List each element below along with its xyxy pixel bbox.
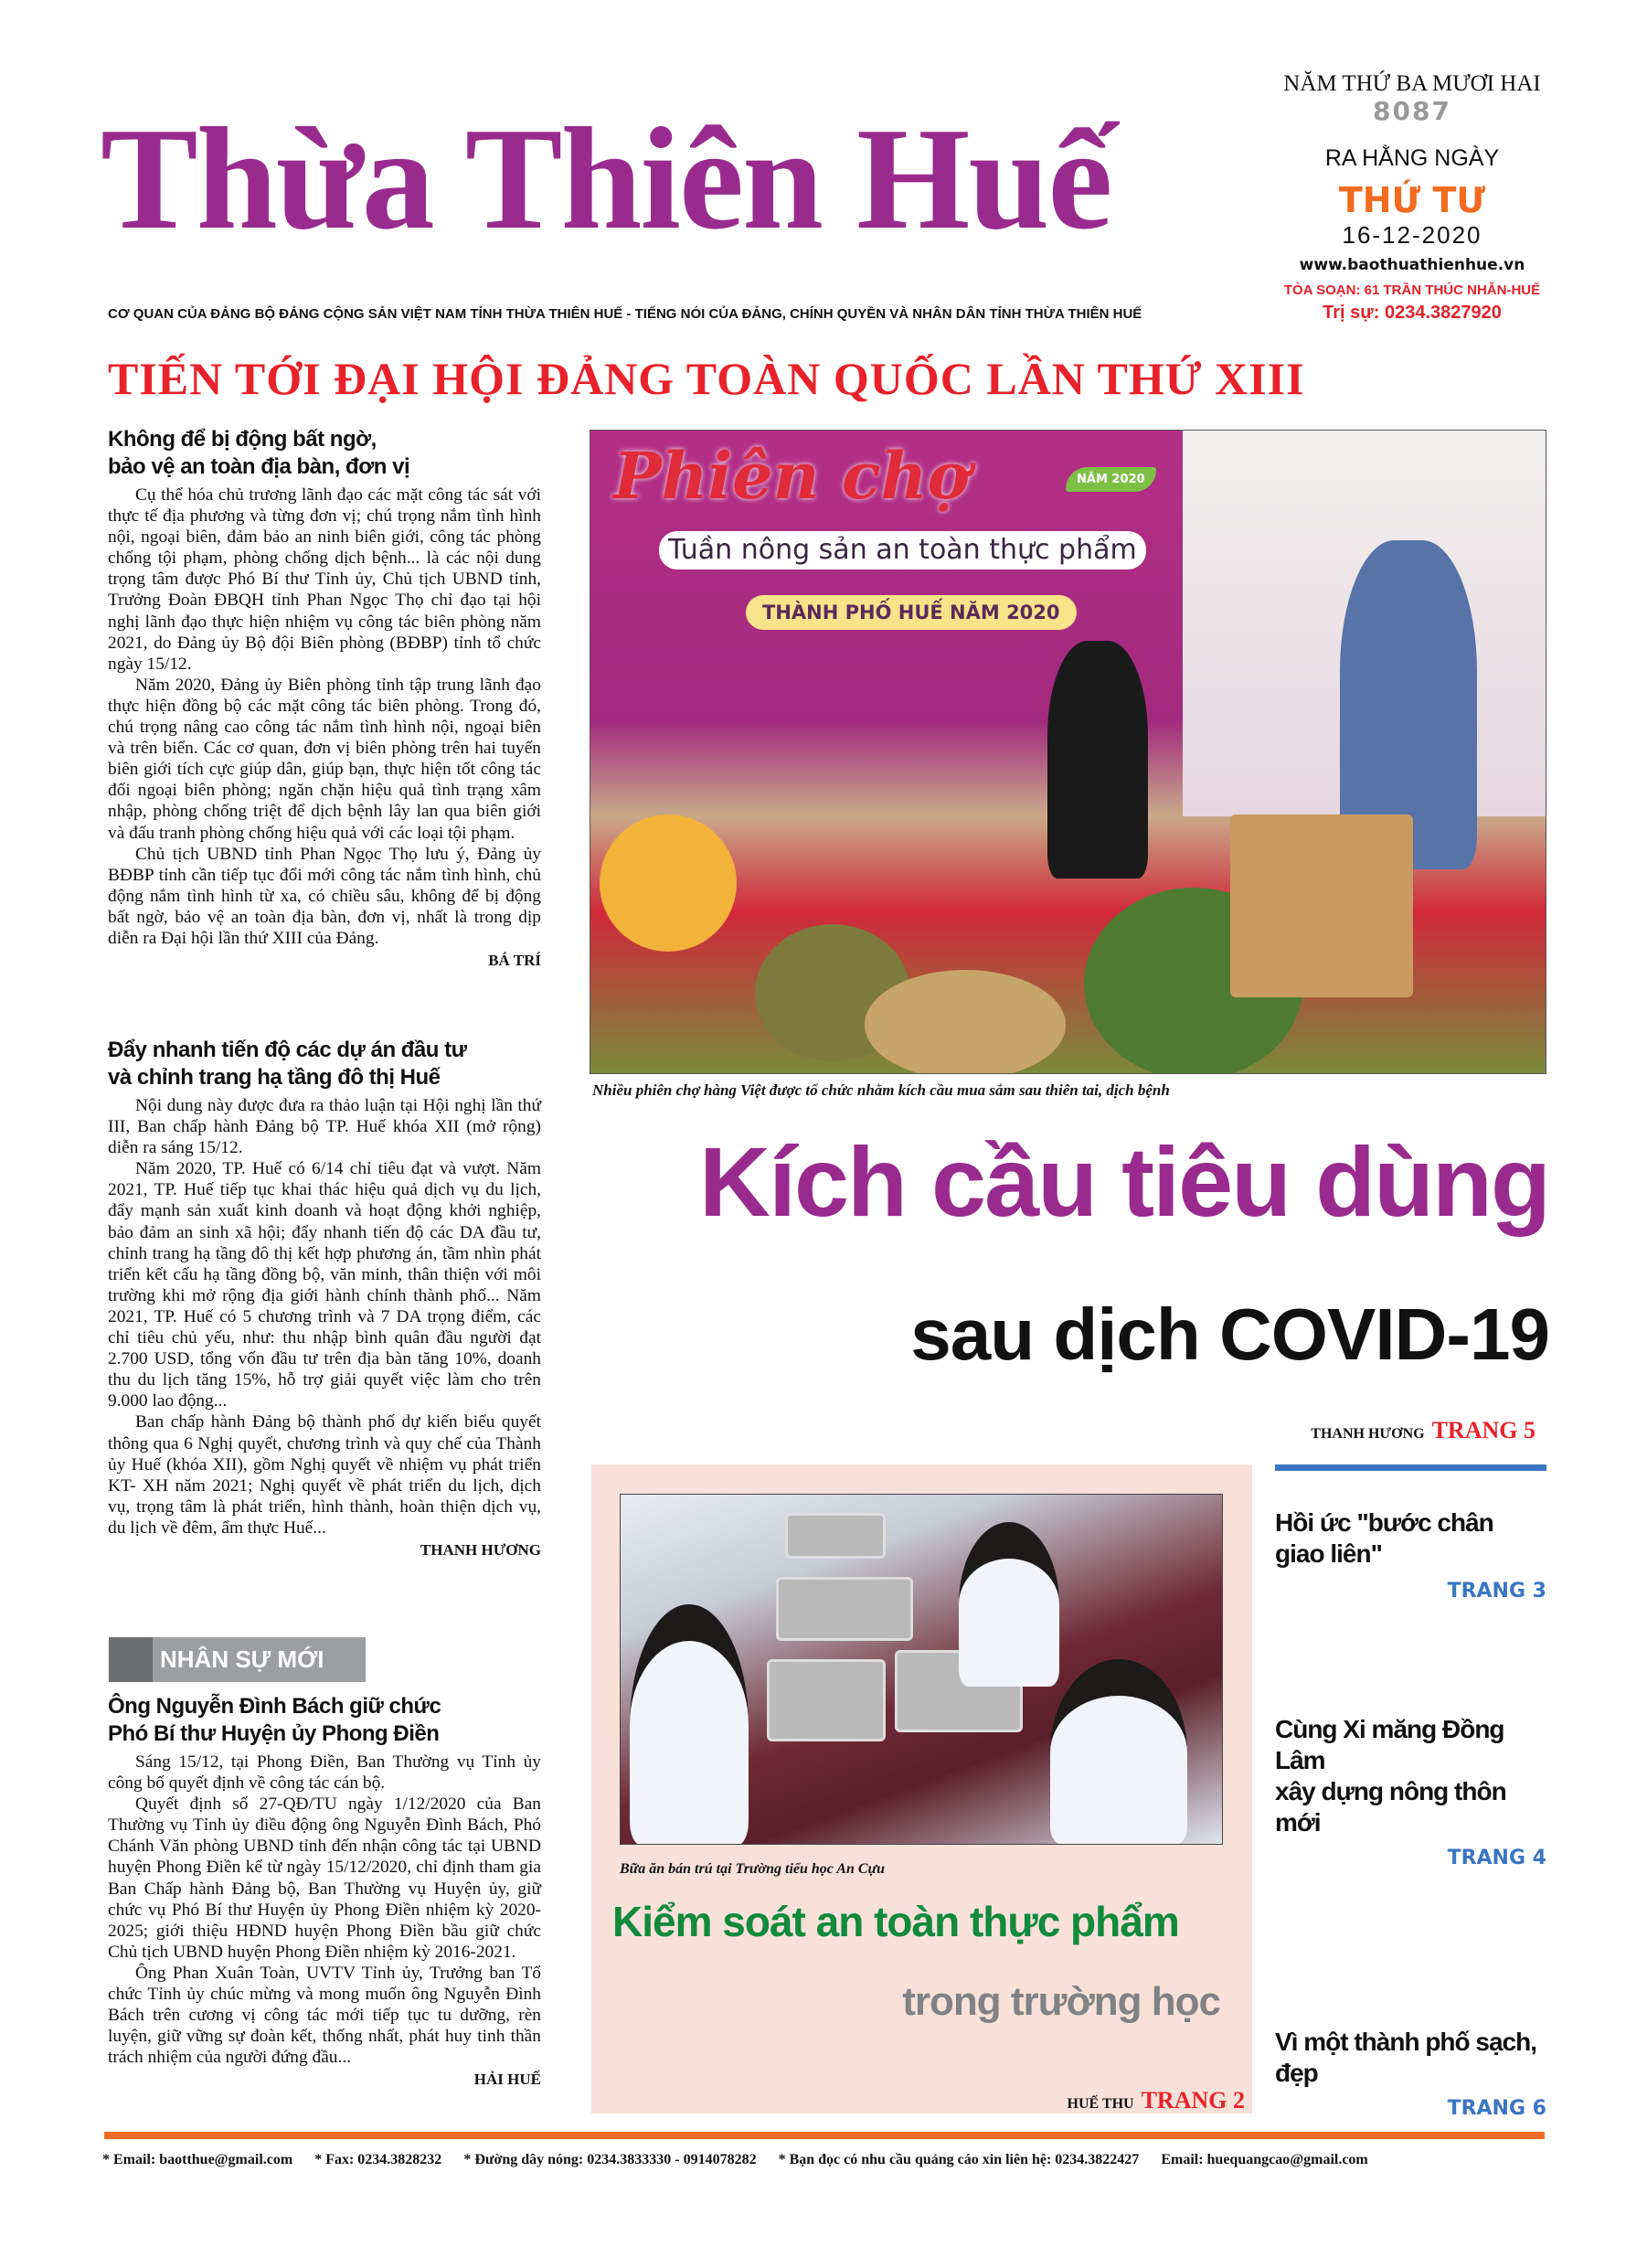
teaser-page-ref[interactable]: TRANG 4 bbox=[1447, 1847, 1546, 1869]
child-shape bbox=[630, 1604, 749, 1845]
paragraph: Chủ tịch UBND tỉnh Phan Ngọc Thọ lưu ý, Đảng ủy BĐBP tỉnh cần tiếp tục đổi mới công tác nắm tình hình, chủ động nắm tình hình từ xa, có chiều sâu, không để bị động bất ngờ, bảo vệ an toàn địa bàn, đơn vị, nhất là trong dịp diễn ra Đại hội lần thứ XIII của Đảng. bbox=[108, 844, 541, 948]
feature-headline[interactable] bbox=[612, 1894, 1234, 1949]
website-link[interactable]: www.baothuathienhue.vn bbox=[1299, 256, 1525, 274]
footer-contacts bbox=[102, 2150, 1546, 2170]
person-shape bbox=[1047, 641, 1148, 878]
food-tray bbox=[767, 1659, 886, 1741]
tagline-text: CƠ QUAN CỦA ĐẢNG BỘ ĐẢNG CỘNG SẢN VIỆT NAM TỈNH THỪA THIÊN HUẾ - TIẾNG NÓI CỦA ĐẢNG, CHÍNH QUYỀN VÀ NHÂN DÂN TỈNH THỪA THIÊN HUẾ bbox=[108, 306, 1142, 322]
child-shape bbox=[1050, 1659, 1187, 1845]
paragraph: Cụ thể hóa chủ trương lãnh đạo các mặt công tác sát với thực tế địa phương và từng đơn vị; chú trọng nắm tình hình nội, ngoại biên, đảm bảo an ninh biên giới, công tác phòng chống tội phạm, phòng chống dịch bệnh... là các nội dung trọng tâm được Phó Bí thư Tỉnh ủy, Chủ tịch UBND tỉnh, Trưởng Đoàn ĐBQH tỉnh Phan Ngọc Thọ chỉ đạo tại hội nghị lãnh đạo thực hiện nhiệm vụ công tác biên phòng năm 2021, do Đảng ủy Bộ đội Biên phòng (BĐBP) tỉnh tổ chức ngày 15/12. bbox=[108, 485, 541, 674]
banner-text: TIẾN TỚI ĐẠI HỘI ĐẢNG TOÀN QUỐC LẦN THỨ XIII bbox=[108, 353, 1305, 404]
paragraph: Ban chấp hành Đảng bộ thành phố dự kiến biểu quyết thông qua 6 Nghị quyết, chương trình và quy chế của Thành ủy Huế (khóa XII), gồm Nghị quyết về nhiệm vụ phát triển KT- XH năm 2021; Nghị quyết về phát triển du lịch, dịch vụ, trọng tâm là phát triển, hình thành, hoàn thiện dịch vụ, du lịch về đêm, ẩm thực Huế... bbox=[108, 1412, 541, 1538]
frequency: RA HẰNG NGÀY bbox=[1324, 145, 1500, 171]
article-title: Ông Nguyễn Đình Bách giữ chức bbox=[108, 1694, 441, 1719]
food-tray bbox=[785, 1513, 886, 1559]
footer-hotline: * Đường dây nóng: 0234.3833330 - 0914078282 bbox=[463, 2152, 757, 2167]
article-hue-investment bbox=[108, 1037, 541, 1560]
child-shape bbox=[959, 1522, 1059, 1687]
tagline bbox=[108, 306, 1269, 323]
year-label: NĂM THỨ BA MƯƠI HAI bbox=[1283, 71, 1541, 96]
paragraph: Sáng 15/12, tại Phong Điền, Ban Thường vụ Tỉnh ủy công bố quyết định về công tác cán bộ. bbox=[108, 1752, 541, 1794]
newspaper-masthead bbox=[101, 87, 1261, 270]
product-bags bbox=[1230, 815, 1413, 997]
divider bbox=[1275, 1464, 1546, 1471]
issue-number: 8087 bbox=[1373, 96, 1451, 126]
teaser-item[interactable] bbox=[1275, 1714, 1546, 1871]
footer-divider bbox=[104, 2132, 1545, 2139]
photo-caption: Nhiều phiên chợ hàng Việt được tổ chức nhằm kích cầu mua sắm sau thiên tai, dịch bệnh bbox=[592, 1081, 1170, 1099]
teaser-title[interactable]: Hồi ức "bước chân giao liên" bbox=[1275, 1508, 1493, 1568]
footer-line bbox=[102, 2150, 1546, 2170]
article-border-security bbox=[108, 426, 541, 971]
author: HUẾ THU bbox=[1067, 2096, 1134, 2112]
feature-headline-text[interactable]: Kiểm soát an toàn thực phẩm bbox=[612, 1898, 1179, 1945]
weekday: THỨ TƯ bbox=[1338, 180, 1486, 220]
page-ref-link[interactable]: TRANG 2 bbox=[1141, 2087, 1245, 2114]
paragraph: Quyết định số 27-QĐ/TU ngày 1/12/2020 của Ban Thường vụ Tỉnh ủy điều động ông Nguyễn Đình Bách, Phó Chánh Văn phòng UBND tỉnh đến nhận công tác tại UBND huyện Phong Điền kể từ ngày 15/12/2020, chỉ định tham gia Ban Chấp hành Đảng bộ, Ban Thường vụ Huyện ủy, giữ chức vụ Phó Bí thư Huyện ủy Phong Điền nhiệm kỳ 2020-2025; giới thiệu HĐND huyện Phong Điền bầu giữ chức Chủ tịch UBND huyện Phong Điền nhiệm kỳ 2016-2021. bbox=[108, 1794, 541, 1962]
author: THANH HƯƠNG bbox=[1311, 1426, 1425, 1442]
feature-subheadline bbox=[640, 1975, 1220, 2029]
section-tag bbox=[109, 1637, 366, 1682]
food-tray bbox=[776, 1577, 913, 1641]
byline: HẢI HUẾ bbox=[473, 2071, 541, 2089]
photo-sign-subtitle: Tuần nông sản an toàn thực phẩm bbox=[659, 531, 1146, 570]
footer-email[interactable]: * Email: baotthue@gmail.com bbox=[102, 2152, 293, 2167]
byline: BÁ TRÍ bbox=[488, 952, 541, 970]
feature-subheadline-text: trong trường học bbox=[902, 1979, 1220, 2024]
lead-credit bbox=[1097, 1417, 1535, 1444]
article-title: Phó Bí thư Huyện ủy Phong Điền bbox=[108, 1721, 440, 1746]
fruit-shape bbox=[600, 815, 737, 952]
page-ref-link[interactable]: TRANG 5 bbox=[1431, 1417, 1535, 1443]
feature-credit bbox=[914, 2087, 1245, 2114]
section-tag-label: NHÂN SỰ MỚI bbox=[160, 1645, 324, 1673]
teaser-title[interactable]: Cùng Xi măng Đồng Lâm bbox=[1275, 1715, 1504, 1774]
issue-date: 16-12-2020 bbox=[1342, 221, 1482, 249]
teaser-page-ref[interactable]: TRANG 3 bbox=[1447, 1580, 1546, 1603]
paragraph: Năm 2020, Đảng ủy Biên phòng tỉnh tập trung lãnh đạo thực hiện đồng bộ các mặt công tác biên phòng. Trong đó, chú trọng nâng cao công tác nắm tình hình nội, ngoại biên và trên biển. Các cơ quan, đơn vị biên phòng trên hai tuyến biên giới tích cực giúp dân, giúp bạn, thực hiện tốt công tác đối ngoại biên phòng; ngăn chặn hiệu quả tình trạng xâm nhập, phòng chống triệt để dịch bệnh lây lan qua biên giới và đấu tranh phòng chống hiệu quả với các loại tội phạm. bbox=[108, 675, 541, 843]
teaser-title[interactable]: Vì một thành phố sạch, đẹp bbox=[1275, 2028, 1537, 2087]
office-address: TÒA SOẠN: 61 TRẦN THÚC NHẪN-HUẾ bbox=[1283, 282, 1541, 298]
lead-subheadline bbox=[823, 1289, 1549, 1380]
photo-sign-badge: NĂM 2020 bbox=[1066, 467, 1156, 492]
issue-info bbox=[1275, 71, 1549, 324]
teaser-page-ref[interactable]: TRANG 6 bbox=[1447, 2097, 1546, 2120]
paragraph: Năm 2020, TP. Huế có 6/14 chỉ tiêu đạt và vượt. Năm 2021, TP. Huế tiếp tục khai thác hiệu quả dịch vụ du lịch, đẩy mạnh sản xuất kinh doanh và hoạt động khởi nghiệp, bảo đảm an sinh xã hội; đẩy nhanh tiến độ các DA đầu tư, chỉnh trang hạ tầng đô thị kết hợp phương án, tầm nhìn phát triển kết cấu hạ tầng đồng bộ, văn minh, thân thiện với môi trường khi mở rộng địa giới hành chính thành phố... Năm 2021, TP. Huế có 5 chương trình và 7 DA trọng điểm, các chỉ tiêu chủ yếu, như: thu nhập bình quân đầu người đạt 2.700 USD, tổng vốn đầu tư trên địa bàn tăng 10%, doanh thu du lịch tăng 15%, hỗ trợ giải quyết việc làm cho trên 9.000 lao động... bbox=[108, 1159, 541, 1411]
footer-ads-email[interactable]: Email: huequangcao@gmail.com bbox=[1161, 2152, 1368, 2167]
teaser-item[interactable] bbox=[1275, 1507, 1546, 1604]
market-photo bbox=[590, 430, 1546, 1074]
section-banner bbox=[108, 351, 1552, 406]
masthead-title: Thừa Thiên Huế bbox=[101, 97, 1111, 260]
lead-headline-text[interactable]: Kích cầu tiêu dùng bbox=[698, 1126, 1549, 1237]
photo-caption: Bữa ăn bán trú tại Trường tiểu học An Cựu bbox=[620, 1861, 886, 1877]
teaser-item[interactable] bbox=[1275, 2027, 1546, 2122]
sidebar-teasers bbox=[1275, 1464, 1546, 2122]
photo-sign-city: THÀNH PHỐ HUẾ NĂM 2020 bbox=[746, 595, 1077, 630]
byline: THANH HƯƠNG bbox=[420, 1540, 541, 1559]
article-title: và chỉnh trang hạ tầng đô thị Huế bbox=[108, 1065, 441, 1090]
photo-sign-title: Phiên chợ bbox=[613, 438, 971, 514]
article-title: bảo vệ an toàn địa bàn, đơn vị bbox=[108, 454, 410, 479]
article-personnel bbox=[108, 1693, 541, 2090]
teaser-title[interactable]: xây dựng nông thôn mới bbox=[1275, 1777, 1506, 1837]
lead-subheadline-text: sau dịch COVID-19 bbox=[910, 1294, 1549, 1375]
article-title: Đẩy nhanh tiến độ các dự án đầu tư bbox=[108, 1038, 467, 1062]
fruit-shape bbox=[865, 970, 1066, 1074]
school-lunch-photo bbox=[620, 1494, 1223, 1845]
lead-headline[interactable] bbox=[585, 1123, 1549, 1241]
paragraph: Nội dung này được đưa ra thảo luận tại Hội nghị lần thứ III, Ban chấp hành Đảng bộ TP. Huế khóa XII (mở rộng) diễn ra sáng 15/12. bbox=[108, 1096, 541, 1158]
footer-ads: * Bạn đọc có nhu cầu quảng cáo xin liên hệ: 0234.3822427 bbox=[778, 2152, 1140, 2167]
footer-fax: * Fax: 0234.3828232 bbox=[314, 2152, 442, 2167]
admin-phone: Trị sự: 0234.3827920 bbox=[1323, 303, 1502, 323]
article-title: Không để bị động bất ngờ, bbox=[108, 427, 377, 452]
paragraph: Ông Phan Xuân Toàn, UVTV Tỉnh ủy, Trưởng ban Tổ chức Tỉnh ủy chúc mừng và mong muốn ông Nguyễn Đình Bách trên cương vị công tác mới tiếp tục tu dưỡng, rèn luyện, giữ vững sự đoàn kết, thống nhất, phát huy tinh thần trách nhiệm của người đứng đầu... bbox=[108, 1963, 541, 2068]
